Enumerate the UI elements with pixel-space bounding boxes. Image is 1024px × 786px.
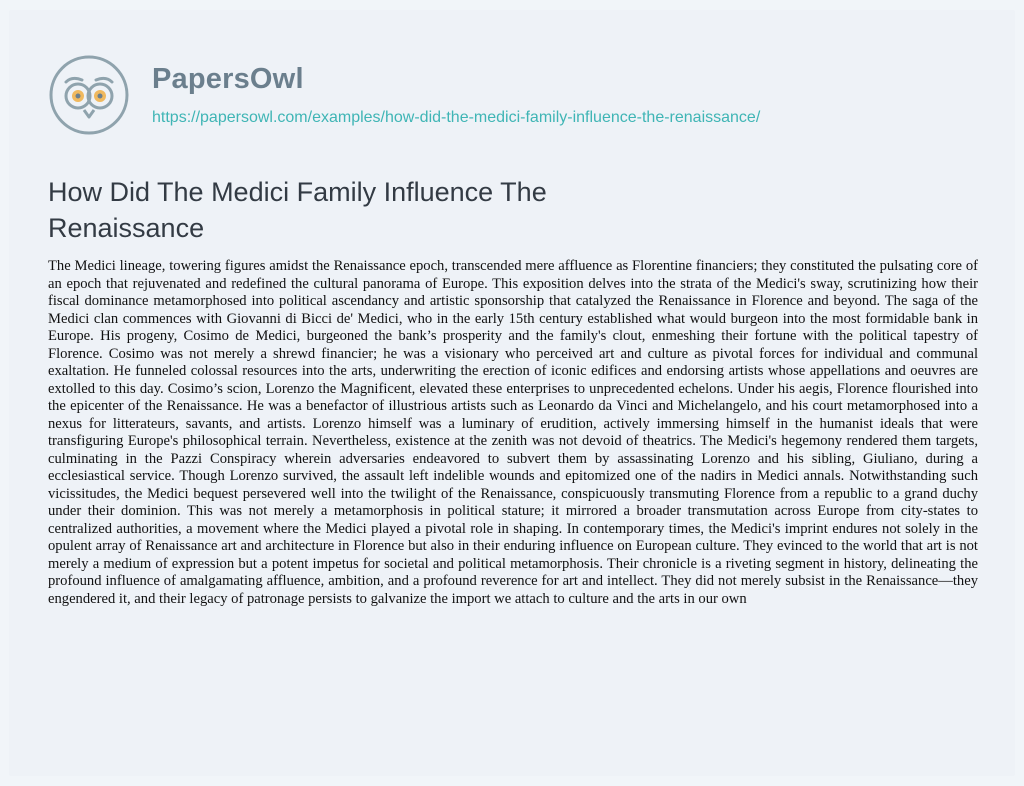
site-header bbox=[48, 54, 760, 136]
page-title: How Did The Medici Family Influence The Renaissance bbox=[48, 177, 547, 243]
article-body: The Medici lineage, towering figures amidst the Renaissance epoch, transcended mere affluence as Florentine financiers; they constituted the pulsating core of an epoch that rejuvenated and redefined the cultural panorama of Europe. This exposition delves into the strata of the Medici's sway, scrutinizing how their fiscal dominance metamorphosed into political ascendancy and artistic sponsorship that catalyzed the Renaissance in Florence and beyond. The saga of the Medici clan commences with Giovanni di Bicci de' Medici, who in the early 15th century established what would burgeon into the most formidable bank in Europe. His progeny, Cosimo de Medici, burgeoned the bank’s prosperity and the family's clout, enmeshing their fortune with the political tapestry of Florence. Cosimo was not merely a shrewd financier; he was a visionary who perceived art and culture as pivotal forces for individual and communal exaltation. He funneled colossal resources into the arts, underwriting the erection of iconic edifices and endorsing artists whose appellations and oeuvres are extolled to this day. Cosimo’s scion, Lorenzo the Magnificent, elevated these enterprises to unprecedented echelons. Under his aegis, Florence flourished into the epicenter of the Renaissance. He was a benefactor of illustrious artists such as Leonardo da Vinci and Michelangelo, and his court metamorphosed into a nexus for litterateurs, savants, and artists. Lorenzo himself was a luminary of erudition, actively immersing himself in the humanist ideals that were transfiguring Europe's philosophical terrain. Nevertheless, existence at the zenith was not devoid of theatrics. The Medici's hegemony rendered them targets, culminating in the Pazzi Conspiracy wherein adversaries endeavored to subvert them by assassinating Lorenzo and his sibling, Giuliano, during a ecclesiastical service. Though Lorenzo survived, the assault left indelible wounds and epitomized one of the nadirs in Medici annals. Notwithstanding such vicissitudes, the Medici bequest persevered well into the twilight of the Renaissance, conspicuously transmuting Florence from a republic to a grand duchy under their dominion. This was not merely a metamorphosis in political stature; it mirrored a broader transmutation across Europe from city-states to centralized authorities, a movement where the Medici played a pivotal role in shaping. In contemporary times, the Medici's imprint endures not solely in the opulent array of Renaissance art and architecture in Florence but also in their enduring influence on European culture. They evinced to the world that art is not merely a medium of expression but a potent impetus for societal and political metamorphosis. Their chronicle is a riveting segment in history, delineating the profound influence of amalgamating affluence, ambition, and a profound reverence for art and intellect. They did not merely subsist in the Renaissance—they engendered it, and their legacy of patronage persists to galvanize the import we attach to culture and the arts in our own bbox=[48, 258, 978, 607]
source-url-link[interactable]: https://papersowl.com/examples/how-did-the-medici-family-influence-the-renaissance/ bbox=[152, 109, 761, 126]
owl-eyes-icon bbox=[48, 54, 130, 136]
brand-block bbox=[152, 62, 760, 128]
site-name[interactable]: PapersOwl bbox=[152, 63, 304, 95]
